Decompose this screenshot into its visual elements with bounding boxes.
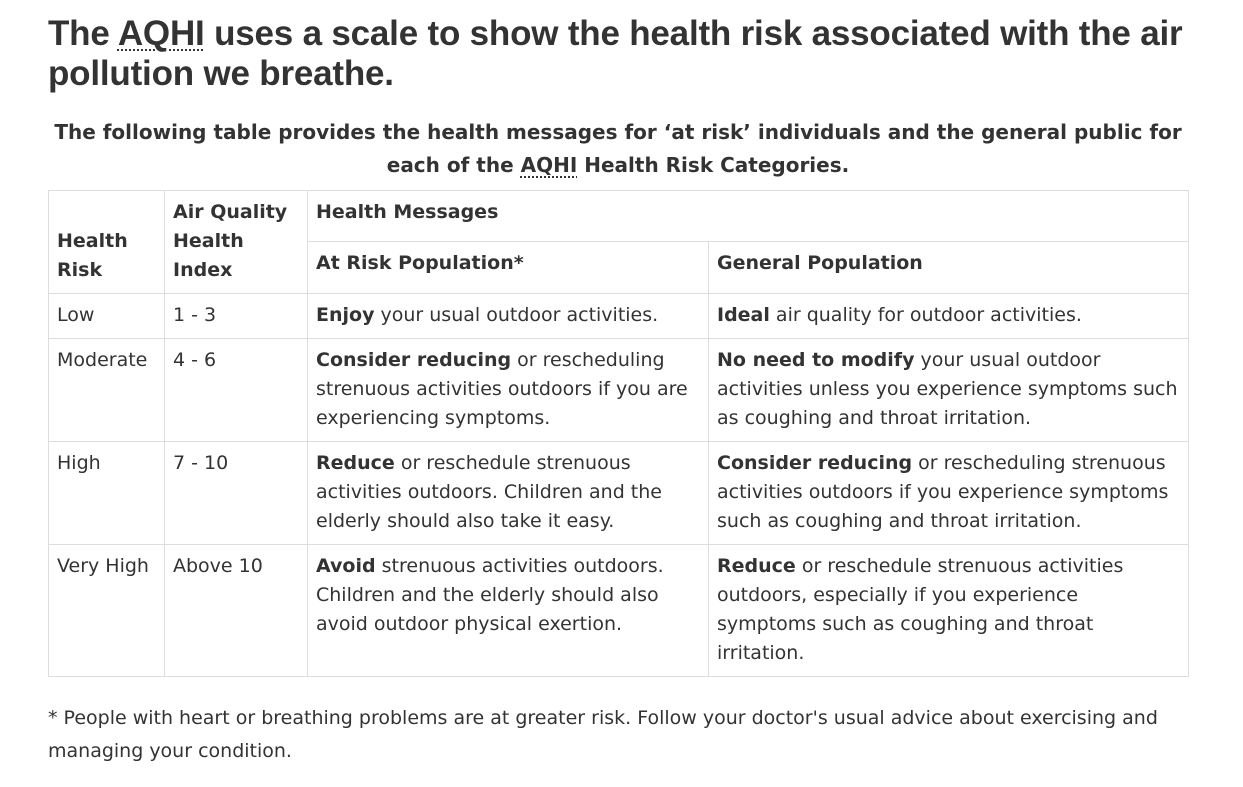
column-header-health-risk: Health Risk: [49, 191, 165, 294]
table-caption: [48, 116, 1188, 182]
column-header-at-risk-population: At Risk Population*: [308, 242, 709, 294]
aqhi-value-cell: 1 - 3: [165, 294, 308, 339]
at-risk-message-text: or rescheduling strenuous activities outdoors if you are experiencing symptoms.: [316, 349, 688, 429]
table-footnote: * People with heart or breathing problems are at greater risk. Follow your doctor's usual advice about exercising and managing your condition.: [48, 707, 1158, 762]
at-risk-message-text: your usual outdoor activities.: [374, 304, 659, 326]
table-header-row: [49, 191, 1189, 242]
general-message-text: your usual outdoor activities unless you experience symptoms such as coughing and throat irritation.: [717, 349, 1178, 429]
at-risk-message-cell: [308, 442, 709, 545]
general-message-cell: [709, 294, 1189, 339]
table-row-moderate: [49, 339, 1189, 442]
general-message-cell: [709, 545, 1189, 677]
column-header-aqhi: Air Quality Health Index: [165, 191, 308, 294]
at-risk-message-emphasis: Consider reducing: [316, 349, 512, 371]
aqhi-value-cell: 4 - 6: [165, 339, 308, 442]
title-text-start: The: [48, 14, 118, 53]
caption-text-start: The following table provides the health messages for ‘at risk’ individuals and the general public for each of the: [54, 120, 1182, 177]
health-risk-cell: Very High: [49, 545, 165, 677]
aqhi-abbreviation[interactable]: AQHI: [117, 14, 205, 53]
at-risk-message-emphasis: Reduce: [316, 452, 395, 474]
caption-text-end: Health Risk Categories.: [577, 153, 850, 177]
general-message-text: or reschedule strenuous activities outdoors, especially if you experience symptoms such as coughing and throat irritation.: [717, 555, 1124, 664]
health-risk-cell: Low: [49, 294, 165, 339]
health-risk-cell: High: [49, 442, 165, 545]
at-risk-message-emphasis: Avoid: [316, 555, 376, 577]
at-risk-message-cell: [308, 545, 709, 677]
general-message-cell: [709, 339, 1189, 442]
at-risk-message-text: strenuous activities outdoors. Children and the elderly should also avoid outdoor physical exertion.: [316, 555, 664, 635]
column-header-health-messages: Health Messages: [308, 191, 1189, 242]
at-risk-message-text: or reschedule strenuous activities outdoors. Children and the elderly should also take it easy.: [316, 452, 662, 532]
aqhi-value-cell: 7 - 10: [165, 442, 308, 545]
at-risk-message-emphasis: Enjoy: [316, 304, 375, 326]
table-row-low: [49, 294, 1189, 339]
page-title: [48, 14, 1188, 94]
at-risk-message-cell: [308, 339, 709, 442]
column-header-general-population: General Population: [709, 242, 1189, 294]
general-message-cell: [709, 442, 1189, 545]
general-message-emphasis: No need to modify: [717, 349, 915, 371]
health-risk-cell: Moderate: [49, 339, 165, 442]
page-content: [48, 0, 1188, 787]
general-message-emphasis: Reduce: [717, 555, 796, 577]
table-row-high: [49, 442, 1189, 545]
at-risk-message-cell: [308, 294, 709, 339]
general-message-emphasis: Consider reducing: [717, 452, 913, 474]
aqhi-abbreviation[interactable]: AQHI: [520, 153, 578, 177]
general-message-emphasis: Ideal: [717, 304, 770, 326]
aqhi-health-messages-table: [48, 190, 1189, 677]
title-text-end: uses a scale to show the health risk associated with the air pollution we breathe.: [48, 14, 1183, 93]
general-message-text: or rescheduling strenuous activities outdoors if you experience symptoms such as coughing and throat irritation.: [717, 452, 1169, 532]
table-row-very-high: [49, 545, 1189, 677]
general-message-text: air quality for outdoor activities.: [769, 304, 1082, 326]
aqhi-value-cell: Above 10: [165, 545, 308, 677]
